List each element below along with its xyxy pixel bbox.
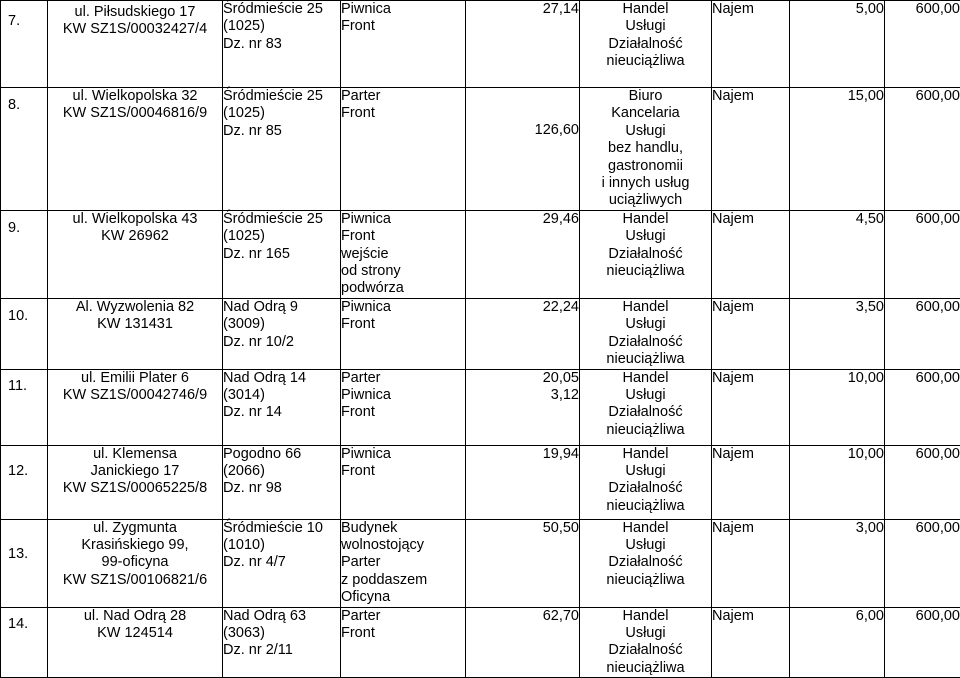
district-cell [223, 519, 341, 607]
address-cell [48, 445, 223, 519]
district-cell [223, 607, 341, 678]
address-line: ul. Piłsudskiego 17 [48, 4, 222, 21]
use-cell [580, 1, 712, 88]
row-number-cell [1, 369, 48, 445]
deposit-cell [885, 1, 960, 88]
use-line: Handel [580, 1, 711, 18]
location-cell [341, 298, 466, 369]
location-line: Front [341, 316, 465, 333]
rate-value: 10,00 [848, 370, 884, 386]
area-value: 20,05 [466, 370, 579, 387]
location-line: Front [341, 463, 465, 480]
table-row [1, 519, 960, 607]
row-number-cell [1, 1, 48, 88]
district-line: (1025) [223, 18, 340, 35]
address-line: KW 131431 [48, 316, 222, 333]
row-number: 9. [8, 220, 20, 237]
district-line: (1010) [223, 537, 340, 554]
address-line: KW SZ1S/00065225/8 [48, 480, 222, 497]
district-cell [223, 445, 341, 519]
deposit-cell [885, 607, 960, 678]
address-cell [48, 88, 223, 211]
use-line: Działalność [580, 642, 711, 659]
table-row [1, 88, 960, 211]
location-line: Piwnica [341, 446, 465, 463]
rate-value: 10,00 [848, 446, 884, 462]
rate-cell [790, 519, 885, 607]
row-number: 10. [8, 308, 28, 325]
row-number: 8. [8, 97, 20, 114]
deposit-cell [885, 445, 960, 519]
district-line: Dz. nr 14 [223, 404, 340, 421]
area-value: 3,12 [466, 387, 579, 404]
row-number: 12. [8, 463, 28, 480]
form-value: Najem [712, 370, 754, 386]
rate-cell [790, 607, 885, 678]
address-line: ul. Nad Odrą 28 [48, 608, 222, 625]
row-number-cell [1, 210, 48, 298]
use-line: Handel [580, 299, 711, 316]
table-row [1, 369, 960, 445]
row-number: 7. [8, 13, 20, 30]
form-cell [712, 607, 790, 678]
location-line: Oficyna [341, 589, 465, 606]
location-line: Piwnica [341, 299, 465, 316]
location-cell [341, 369, 466, 445]
use-line: gastronomii [580, 158, 711, 175]
district-line: Pogodno 66 [223, 446, 340, 463]
location-cell [341, 1, 466, 88]
location-line: Front [341, 404, 465, 421]
district-line: Śródmieście 25 [223, 211, 340, 228]
use-line: Usługi [580, 123, 711, 140]
district-line: Dz. nr 85 [223, 123, 340, 140]
deposit-value: 600,00 [916, 211, 960, 227]
area-value: 22,24 [466, 299, 579, 316]
deposit-value: 600,00 [916, 299, 960, 315]
district-cell [223, 88, 341, 211]
deposit-value: 600,00 [916, 1, 960, 17]
form-cell [712, 298, 790, 369]
table-row [1, 210, 960, 298]
address-line: KW 124514 [48, 625, 222, 642]
district-line: Śródmieście 10 [223, 520, 340, 537]
district-line: Dz. nr 10/2 [223, 334, 340, 351]
area-value: 27,14 [466, 1, 579, 18]
district-line: (1025) [223, 228, 340, 245]
use-line: Handel [580, 608, 711, 625]
use-cell [580, 445, 712, 519]
address-cell [48, 1, 223, 88]
address-line: Janickiego 17 [48, 463, 222, 480]
form-cell [712, 1, 790, 88]
form-cell [712, 519, 790, 607]
use-line: Usługi [580, 537, 711, 554]
address-line: 99-oficyna [48, 554, 222, 571]
district-line: (3063) [223, 625, 340, 642]
deposit-cell [885, 519, 960, 607]
location-line: Piwnica [341, 1, 465, 18]
area-value: 29,46 [466, 211, 579, 228]
area-cell [466, 210, 580, 298]
area-value: 50,50 [466, 520, 579, 537]
row-number-cell [1, 607, 48, 678]
address-line: KW 26962 [48, 228, 222, 245]
use-cell [580, 369, 712, 445]
use-line: Usługi [580, 316, 711, 333]
area-cell [466, 88, 580, 211]
area-cell [466, 369, 580, 445]
location-line: Front [341, 228, 465, 245]
table-row [1, 1, 960, 88]
area-cell [466, 607, 580, 678]
use-cell [580, 298, 712, 369]
location-line: podwórza [341, 280, 465, 297]
address-line: Al. Wyzwolenia 82 [48, 299, 222, 316]
deposit-value: 600,00 [916, 446, 960, 462]
form-cell [712, 445, 790, 519]
rate-cell [790, 445, 885, 519]
form-cell [712, 88, 790, 211]
use-line: Handel [580, 211, 711, 228]
deposit-cell [885, 369, 960, 445]
address-line: KW SZ1S/00106821/6 [48, 572, 222, 589]
area-cell [466, 519, 580, 607]
district-cell [223, 210, 341, 298]
location-line: Piwnica [341, 211, 465, 228]
row-number-cell [1, 298, 48, 369]
district-line: Dz. nr 2/11 [223, 642, 340, 659]
deposit-cell [885, 210, 960, 298]
location-line: Parter [341, 608, 465, 625]
address-line: ul. Klemensa [48, 446, 222, 463]
district-line: Dz. nr 83 [223, 36, 340, 53]
use-cell [580, 607, 712, 678]
address-line: KW SZ1S/00042746/9 [48, 387, 222, 404]
use-line: Handel [580, 370, 711, 387]
location-line: Parter [341, 370, 465, 387]
row-number-cell [1, 519, 48, 607]
address-cell [48, 210, 223, 298]
rate-value: 15,00 [848, 88, 884, 104]
table-row [1, 445, 960, 519]
form-value: Najem [712, 608, 754, 624]
district-line: Dz. nr 98 [223, 480, 340, 497]
use-line: Działalność [580, 36, 711, 53]
use-line: Handel [580, 446, 711, 463]
form-cell [712, 369, 790, 445]
location-line: wolnostojący [341, 537, 465, 554]
deposit-cell [885, 298, 960, 369]
rate-cell [790, 298, 885, 369]
address-line: ul. Wielkopolska 32 [48, 88, 222, 105]
use-line: Usługi [580, 625, 711, 642]
rate-value: 3,50 [856, 299, 884, 315]
rate-cell [790, 210, 885, 298]
property-table-body [1, 1, 960, 678]
district-line: (3009) [223, 316, 340, 333]
district-line: Nad Odrą 14 [223, 370, 340, 387]
deposit-value: 600,00 [916, 370, 960, 386]
location-cell [341, 445, 466, 519]
rate-value: 6,00 [856, 608, 884, 624]
location-line: Front [341, 625, 465, 642]
form-value: Najem [712, 299, 754, 315]
district-line: Śródmieście 25 [223, 88, 340, 105]
form-value: Najem [712, 88, 754, 104]
use-line: bez handlu, [580, 140, 711, 157]
location-cell [341, 607, 466, 678]
address-line: ul. Emilii Plater 6 [48, 370, 222, 387]
use-cell [580, 519, 712, 607]
use-line: nieuciążliwa [580, 572, 711, 589]
use-line: Usługi [580, 18, 711, 35]
form-value: Najem [712, 1, 754, 17]
row-number: 14. [8, 616, 28, 633]
form-cell [712, 210, 790, 298]
row-number-cell [1, 445, 48, 519]
location-line: Front [341, 18, 465, 35]
deposit-value: 600,00 [916, 608, 960, 624]
district-line: Nad Odrą 9 [223, 299, 340, 316]
use-line: Usługi [580, 463, 711, 480]
use-line: Działalność [580, 404, 711, 421]
district-cell [223, 298, 341, 369]
address-cell [48, 519, 223, 607]
address-cell [48, 298, 223, 369]
use-line: Działalność [580, 246, 711, 263]
row-number-cell [1, 88, 48, 211]
use-line: uciążliwych [580, 192, 711, 209]
use-line: Usługi [580, 387, 711, 404]
table-row [1, 607, 960, 678]
address-line: Krasińskiego 99, [48, 537, 222, 554]
row-number: 11. [8, 378, 27, 395]
use-cell [580, 210, 712, 298]
district-line: Dz. nr 4/7 [223, 554, 340, 571]
use-line: Biuro [580, 88, 711, 105]
district-line: (2066) [223, 463, 340, 480]
use-line: nieuciążliwa [580, 53, 711, 70]
address-cell [48, 607, 223, 678]
use-line: nieuciążliwa [580, 660, 711, 677]
use-line: Działalność [580, 480, 711, 497]
rate-cell [790, 88, 885, 211]
form-value: Najem [712, 446, 754, 462]
location-cell [341, 88, 466, 211]
address-line: ul. Zygmunta [48, 520, 222, 537]
district-line: Nad Odrą 63 [223, 608, 340, 625]
table-row [1, 298, 960, 369]
use-line: Działalność [580, 334, 711, 351]
location-line: Budynek [341, 520, 465, 537]
use-line: nieuciążliwa [580, 351, 711, 368]
rate-value: 3,00 [856, 520, 884, 536]
address-line: ul. Wielkopolska 43 [48, 211, 222, 228]
district-line: Śródmieście 25 [223, 1, 340, 18]
location-cell [341, 519, 466, 607]
district-line: (3014) [223, 387, 340, 404]
location-cell [341, 210, 466, 298]
use-line: nieuciążliwa [580, 498, 711, 515]
area-cell [466, 445, 580, 519]
area-cell [466, 1, 580, 88]
district-cell [223, 1, 341, 88]
rate-value: 4,50 [856, 211, 884, 227]
area-cell [466, 298, 580, 369]
location-line: z poddaszem [341, 572, 465, 589]
location-line: Parter [341, 554, 465, 571]
use-line: Działalność [580, 554, 711, 571]
area-value: 126,60 [466, 122, 579, 139]
address-line: KW SZ1S/00032427/4 [48, 21, 222, 38]
address-cell [48, 369, 223, 445]
district-line: Dz. nr 165 [223, 246, 340, 263]
rate-value: 5,00 [856, 1, 884, 17]
use-line: i innych usług [580, 175, 711, 192]
use-line: Handel [580, 520, 711, 537]
deposit-value: 600,00 [916, 88, 960, 104]
location-line: Piwnica [341, 387, 465, 404]
deposit-cell [885, 88, 960, 211]
form-value: Najem [712, 520, 754, 536]
district-cell [223, 369, 341, 445]
address-line: KW SZ1S/00046816/9 [48, 105, 222, 122]
district-line: (1025) [223, 105, 340, 122]
location-line: wejście [341, 246, 465, 263]
use-line: Usługi [580, 228, 711, 245]
rate-cell [790, 369, 885, 445]
location-line: Parter [341, 88, 465, 105]
deposit-value: 600,00 [916, 520, 960, 536]
rate-cell [790, 1, 885, 88]
location-line: Front [341, 105, 465, 122]
row-number: 13. [8, 546, 28, 563]
area-value: 62,70 [466, 608, 579, 625]
use-cell [580, 88, 712, 211]
use-line: Kancelaria [580, 105, 711, 122]
form-value: Najem [712, 211, 754, 227]
location-line: od strony [341, 263, 465, 280]
area-value: 19,94 [466, 446, 579, 463]
use-line: nieuciążliwa [580, 422, 711, 439]
use-line: nieuciążliwa [580, 263, 711, 280]
